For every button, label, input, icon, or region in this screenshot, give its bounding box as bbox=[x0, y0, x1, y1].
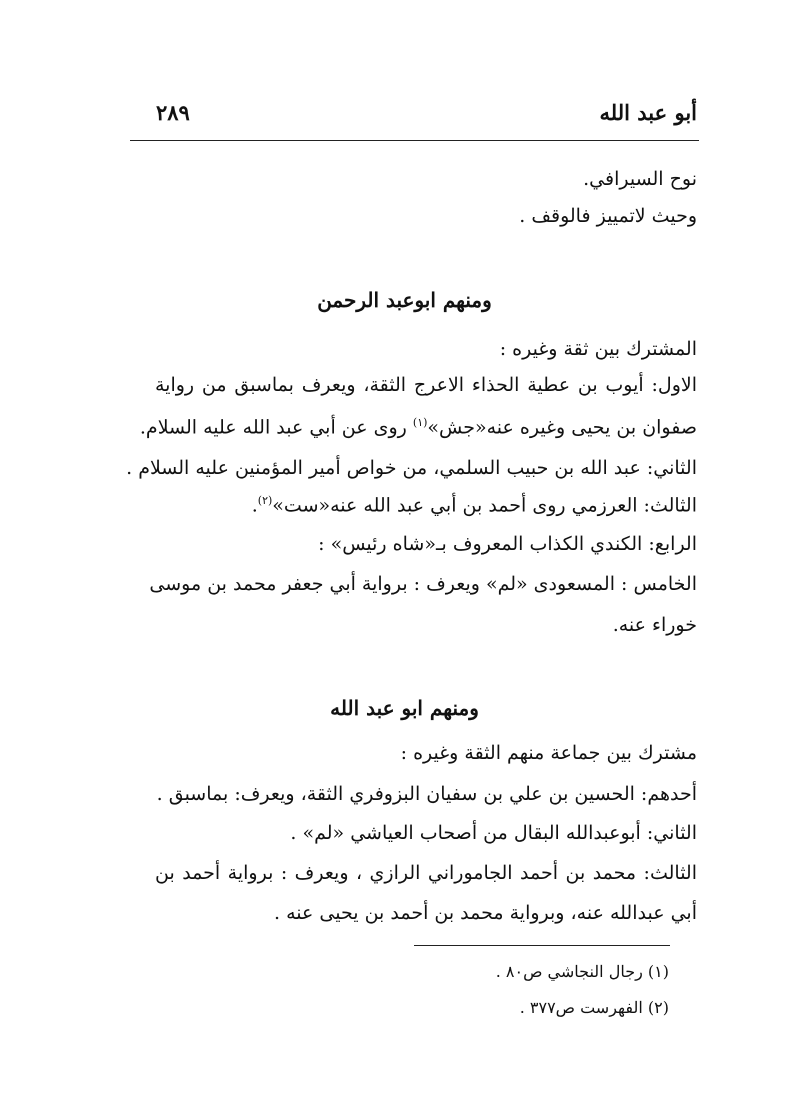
section2-line-1: أحدهم: الحسين بن علي بن سفيان البزوفري الثقة، ويعرف: بماسبق . bbox=[156, 783, 697, 805]
footnote-2: (٢) الفهرست ص٣٧٧ . bbox=[519, 998, 669, 1017]
section1-line-4-tail: . bbox=[251, 494, 258, 517]
section1-line-5: الرابع: الكندي الكذاب المعروف بـ«شاه رئيس» : bbox=[318, 533, 697, 555]
section1-line-2-tail: روى عن أبي عبد الله عليه السلام. bbox=[139, 416, 413, 439]
section1-line-3: الثاني: عبد الله بن حبيب السلمي، من خواص أمير المؤمنين عليه السلام . bbox=[126, 457, 697, 479]
intro-line-1: نوح السيرافي. bbox=[583, 168, 697, 190]
footnote-1: (١) رجال النجاشي ص٨٠ . bbox=[495, 962, 669, 981]
section-heading-abu-abd-al-rahman: ومنهم ابوعبد الرحمن bbox=[317, 288, 492, 312]
section1-line-2-text: صفوان بن يحيى وغيره عنه«جش» bbox=[427, 416, 697, 439]
section1-line-1: الاول: أيوب بن عطية الحذاء الاعرج الثقة، ويعرف بماسبق من رواية bbox=[155, 374, 697, 396]
header-rule bbox=[130, 140, 699, 141]
section2-line-2: الثاني: أبوعبدالله البقال من أصحاب العياشي «لم» . bbox=[290, 822, 697, 844]
section1-line-4 bbox=[252, 494, 697, 517]
footnote-separator bbox=[414, 945, 670, 946]
intro-line-2: وحيث لاتمييز فالوقف . bbox=[519, 205, 697, 227]
footnote-ref-2: (٢) bbox=[257, 494, 273, 507]
section1-line-6: الخامس : المسعودى «لم» ويعرف : برواية أبي جعفر محمد بن موسى bbox=[149, 573, 697, 595]
section1-line-2 bbox=[140, 416, 697, 439]
section2-line-4: أبي عبدالله عنه، وبرواية محمد بن أحمد بن يحيى عنه . bbox=[274, 902, 697, 924]
section2-subtitle: مشترك بين جماعة منهم الثقة وغيره : bbox=[400, 742, 697, 764]
section1-line-4-text: الثالث: العرزمي روى أحمد بن أبي عبد الله عنه«ست» bbox=[272, 494, 697, 517]
section1-line-7: خوراء عنه. bbox=[612, 614, 697, 636]
footnote-ref-1: (١) bbox=[412, 416, 428, 429]
section-heading-abu-abd-allah: ومنهم ابو عبد الله bbox=[330, 696, 479, 720]
page-number: ٢٨٩ bbox=[156, 100, 190, 125]
section2-line-3: الثالث: محمد بن أحمد الجاموراني الرازي ، ويعرف : برواية أحمد بن bbox=[155, 862, 697, 884]
section1-subtitle: المشترك بين ثقة وغيره : bbox=[499, 338, 697, 360]
running-header-title: أبو عبد الله bbox=[599, 100, 697, 125]
